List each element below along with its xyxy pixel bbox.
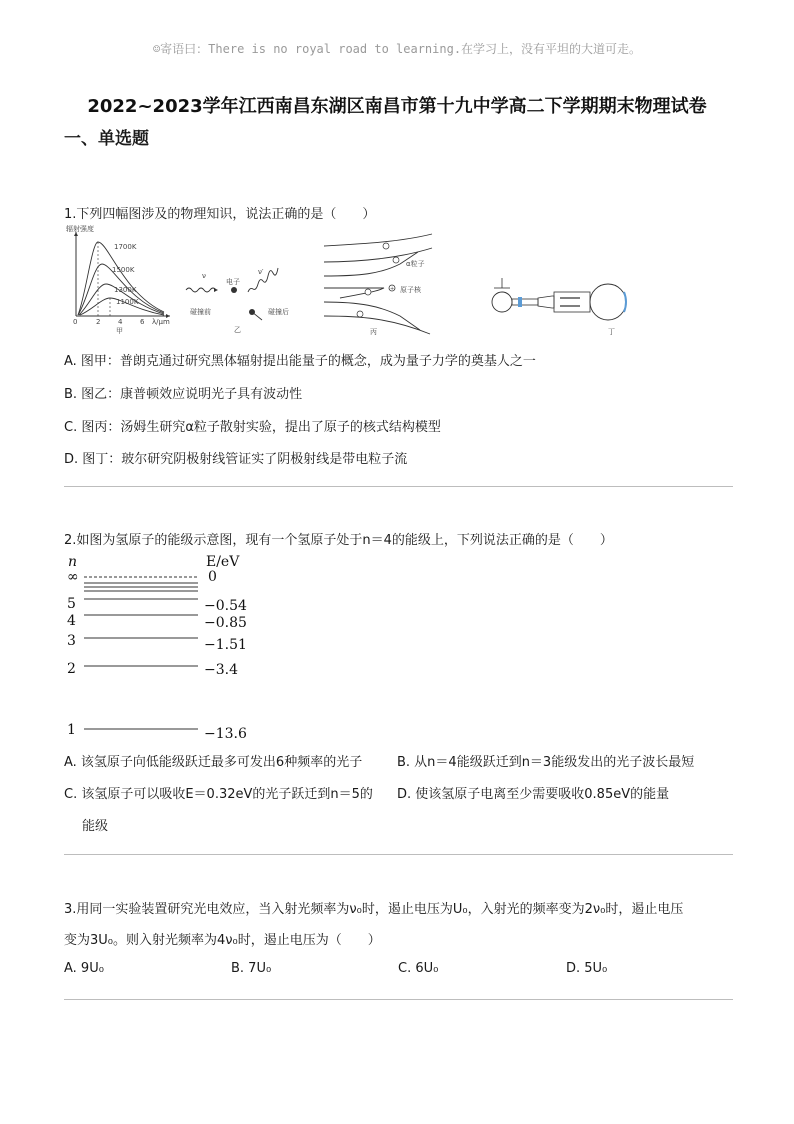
svg-text:ν′: ν′ xyxy=(258,268,264,276)
q3-option-a[interactable]: A. 9U₀ xyxy=(64,961,104,976)
tick-4: 4 xyxy=(118,318,123,326)
label-electron: 电子 xyxy=(226,278,240,286)
q2-option-d[interactable]: D. 使该氢原子电离至少需要吸收0.85eV的能量 xyxy=(397,787,670,802)
tick-6: 6 xyxy=(140,318,145,326)
level-e-5: −0.54 xyxy=(204,598,247,614)
q2-option-c-cont: 能级 xyxy=(82,819,109,834)
label-alpha-particle: α粒子 xyxy=(406,260,425,268)
q3-option-b[interactable]: B. 7U₀ xyxy=(231,961,272,976)
electron-dot xyxy=(231,287,237,293)
header-energy: E/eV xyxy=(206,554,240,570)
q2-option-a[interactable]: A. 该氢原子向低能级跃迁最多可发出6种频率的光子 xyxy=(64,755,363,770)
divider xyxy=(64,999,733,1000)
figure-compton xyxy=(182,256,302,336)
label-after-collision: 碰撞后 xyxy=(268,308,289,316)
q3-option-c[interactable]: C. 6U₀ xyxy=(398,961,439,976)
q1-option-a[interactable]: A. 图甲：普朗克通过研究黑体辐射提出能量子的概念，成为量子力学的奠基人之一 xyxy=(64,354,536,369)
q2-option-c[interactable]: C. 该氢原子可以吸收E＝0.32eV的光子跃迁到n＝5的 xyxy=(64,787,373,802)
figure-energy-levels xyxy=(64,552,284,742)
tick-0: 0 xyxy=(73,318,78,326)
level-e-3: −1.51 xyxy=(204,637,247,653)
svg-text:ν: ν xyxy=(202,272,206,280)
page-title: 2022~2023学年江西南昌东湖区南昌市第十九中学高二下学期期末物理试卷 xyxy=(87,96,707,117)
level-e-1: −13.6 xyxy=(204,726,247,742)
level-n-2: 2 xyxy=(67,661,76,677)
tick-2: 2 xyxy=(96,318,101,326)
label-radiation-intensity: 辐射强度 xyxy=(66,225,94,233)
q3-option-d[interactable]: D. 5U₀ xyxy=(566,961,608,976)
label-1700k: 1700K xyxy=(114,243,137,251)
question-3-stem-line2: 变为3U₀。则入射光频率为4ν₀时，遏止电压为（ ） xyxy=(64,933,381,948)
svg-text:+: + xyxy=(390,286,395,292)
level-n-3: 3 xyxy=(67,633,76,649)
level-n-4: 4 xyxy=(67,613,76,629)
q2-option-b[interactable]: B. 从n＝4能级跃迁到n＝3能级发出的光子波长最短 xyxy=(397,755,695,770)
level-n-inf: ∞ xyxy=(67,569,79,585)
section-heading: 一、单选题 xyxy=(64,129,149,149)
label-1500k: 1500K xyxy=(112,266,135,274)
question-1-stem: 1.下列四幅图涉及的物理知识，说法正确的是（ ） xyxy=(64,207,376,222)
question-2-stem: 2.如图为氢原子的能级示意图，现有一个氢原子处于n＝4的能级上，下列说法正确的是（ ） xyxy=(64,533,613,548)
figure-blackbody xyxy=(64,224,176,336)
label-nucleus: 原子核 xyxy=(400,286,421,294)
label-wavelength-unit: λ/μm xyxy=(152,318,170,326)
label-1300k: 1300K xyxy=(114,286,137,294)
figure-alpha-scattering xyxy=(320,232,440,336)
q1-option-c[interactable]: C. 图丙：汤姆生研究α粒子散射实验，提出了原子的核式结构模型 xyxy=(64,420,441,435)
figure-cathode-ray-tube xyxy=(468,268,632,338)
level-n-1: 1 xyxy=(67,722,76,738)
caption-yi: 乙 xyxy=(234,326,241,334)
level-e-4: −0.85 xyxy=(204,615,247,631)
divider xyxy=(64,854,733,855)
header-motto: ☺寄语曰：There is no royal road to learning.在学习上，没有平坦的大道可走。 xyxy=(152,42,642,56)
level-n-5: 5 xyxy=(67,596,76,612)
level-e-2: −3.4 xyxy=(204,662,238,678)
divider xyxy=(64,486,733,487)
label-1100k: 1100K xyxy=(116,298,139,306)
caption-jia: 甲 xyxy=(116,327,123,335)
label-before-collision: 碰撞前 xyxy=(190,308,211,316)
level-e-inf: 0 xyxy=(208,569,217,585)
header-n: n xyxy=(68,554,78,570)
question-3-stem-line1: 3.用同一实验装置研究光电效应，当入射光频率为ν₀时，遏止电压为U₀，入射光的频率变为2ν₀时，遏止电压 xyxy=(64,902,684,917)
caption-bing: 丙 xyxy=(370,328,377,336)
q1-option-d[interactable]: D. 图丁：玻尔研究阴极射线管证实了阴极射线是带电粒子流 xyxy=(64,452,408,467)
caption-ding: 丁 xyxy=(608,328,615,336)
q1-option-b[interactable]: B. 图乙：康普顿效应说明光子具有波动性 xyxy=(64,387,303,402)
